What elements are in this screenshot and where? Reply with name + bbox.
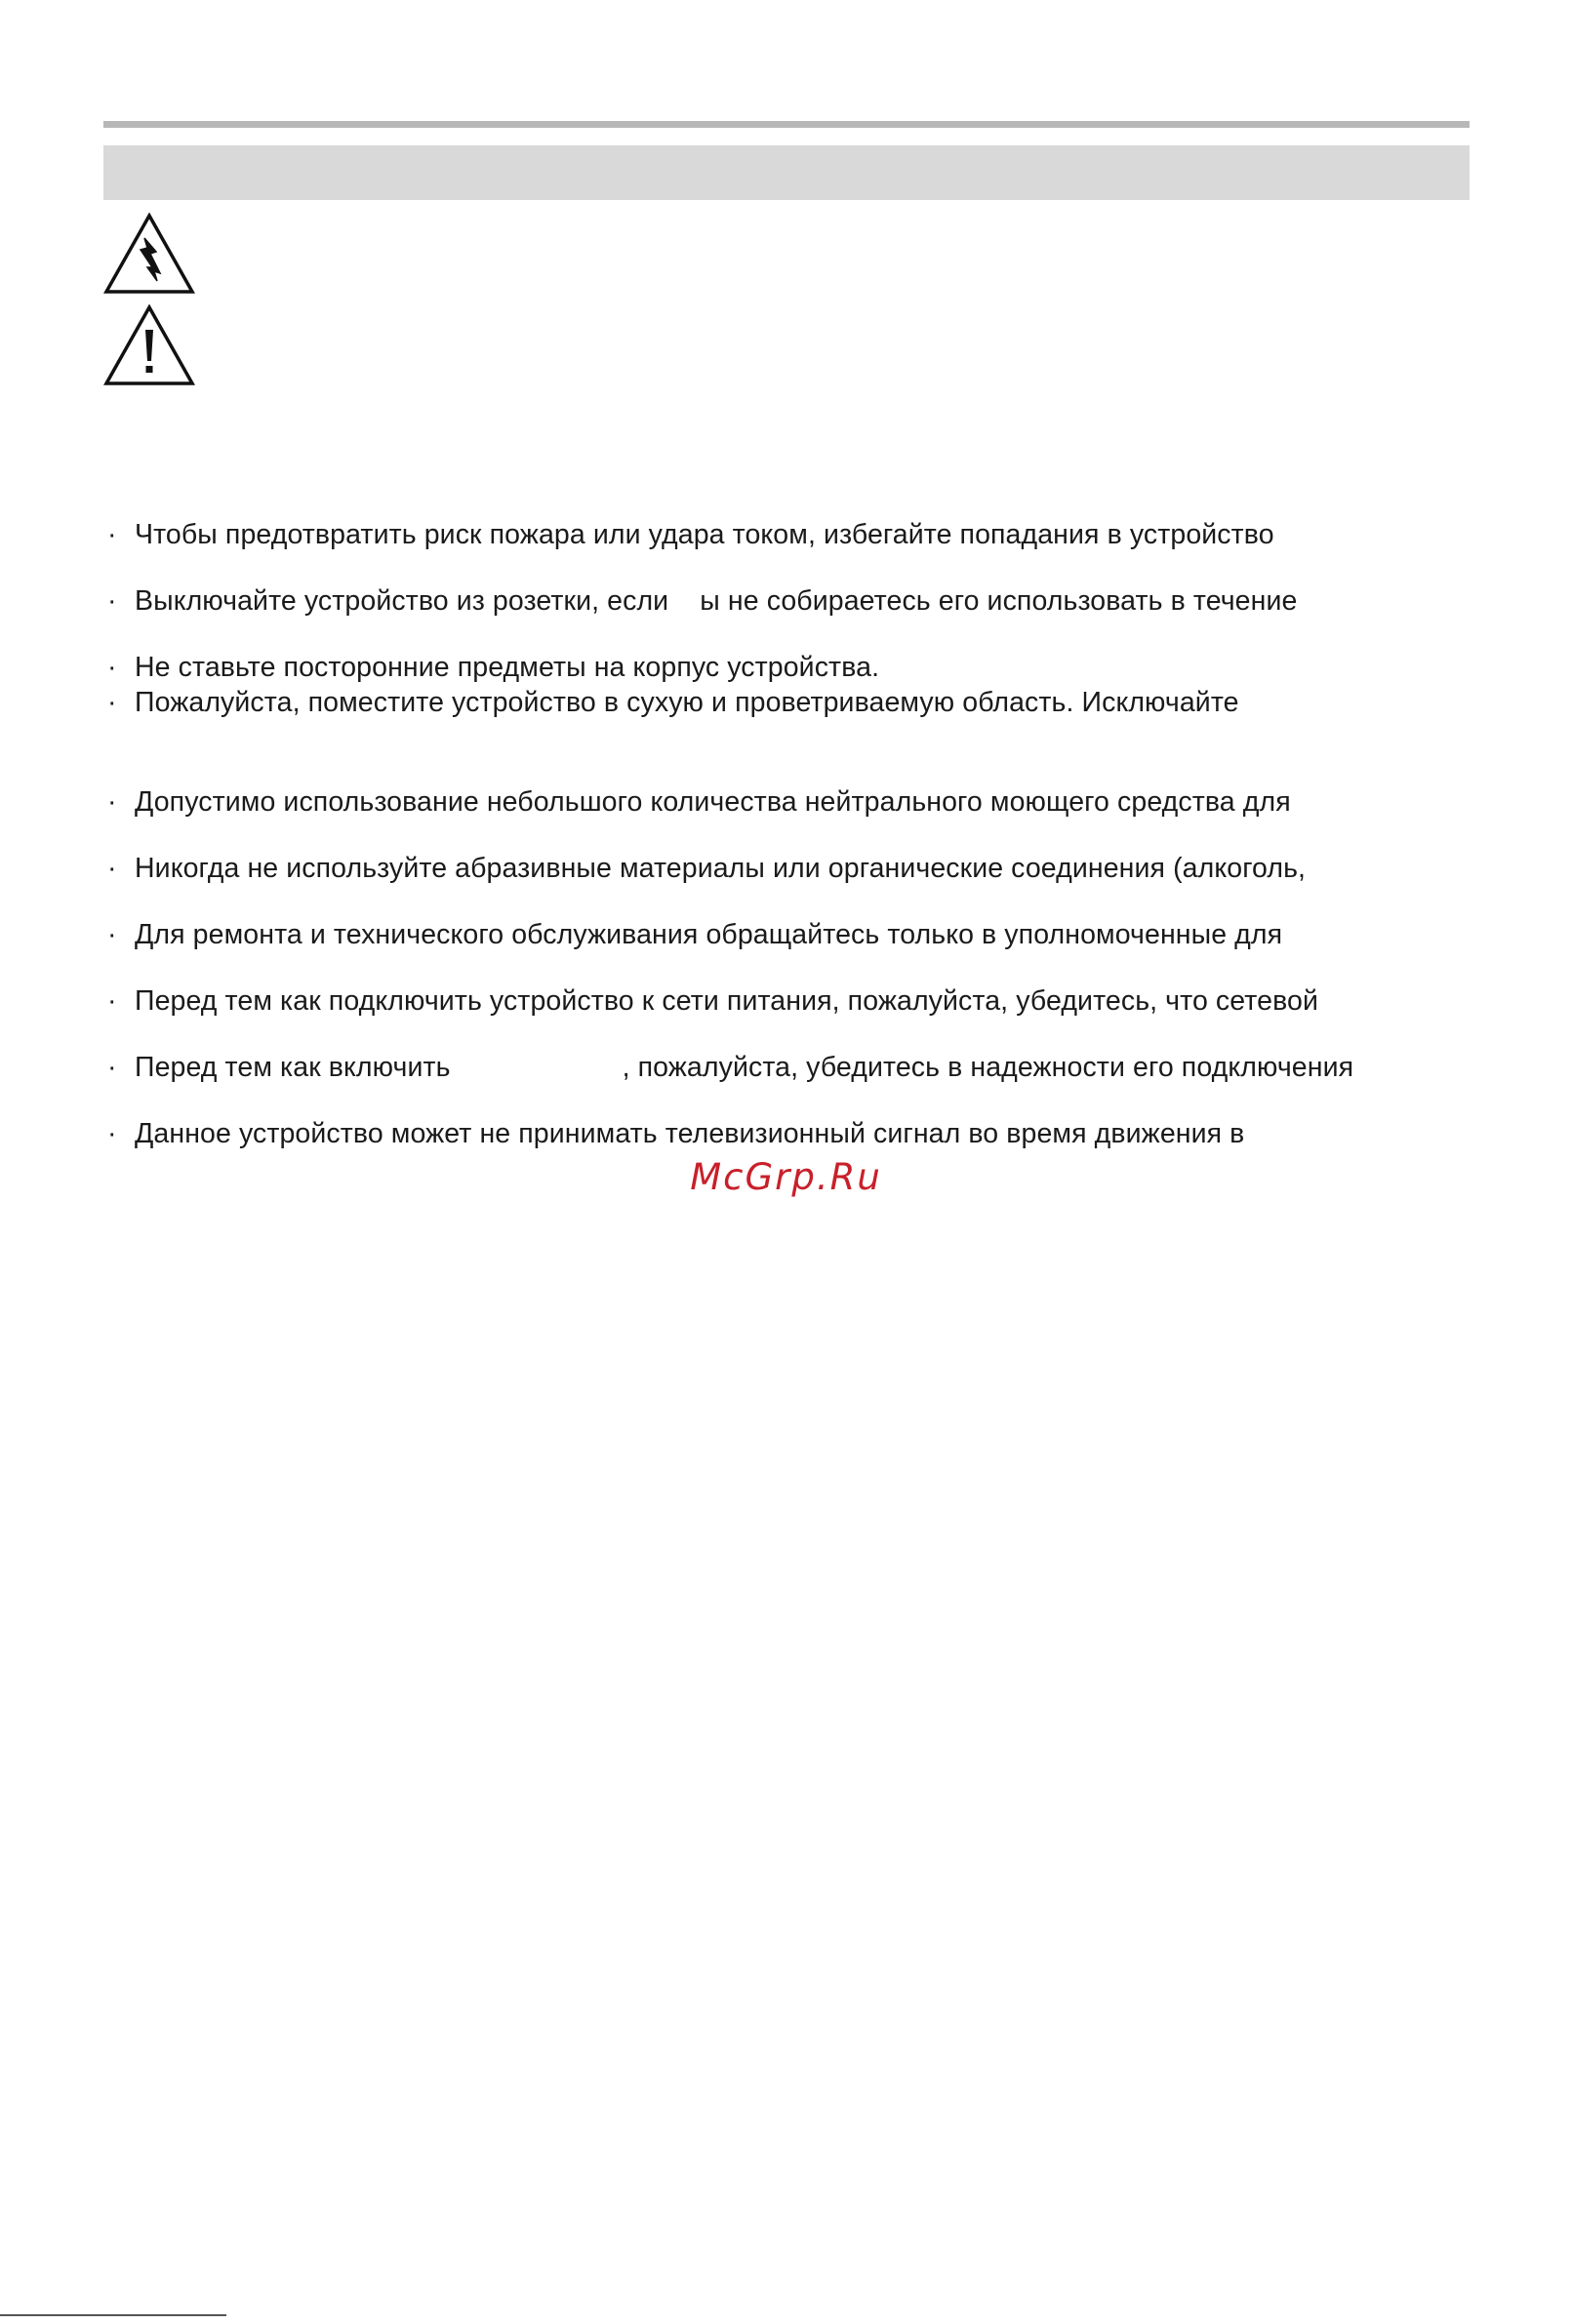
note-text: Чтобы предотвратить риск пожара или удара током, избегайте попадания в устройство bbox=[135, 519, 1274, 550]
bullet: · bbox=[107, 786, 117, 818]
note-text: Для ремонта и технического обслуживания обращайтесь только в уполномоченные для bbox=[135, 919, 1283, 950]
footer-rule bbox=[0, 2314, 226, 2316]
bullet: · bbox=[107, 652, 117, 683]
bullet: · bbox=[107, 585, 117, 617]
lightning-warning-icon bbox=[103, 213, 195, 295]
list-item bbox=[107, 983, 1318, 1019]
list-item bbox=[107, 650, 879, 685]
list-item bbox=[107, 517, 1274, 552]
note-text: Выключайте устройство из розетки, если bbox=[135, 585, 669, 617]
bullet: · bbox=[107, 519, 117, 550]
list-item bbox=[107, 1116, 1244, 1151]
top-rule bbox=[103, 121, 1470, 128]
watermark: McGrp.Ru bbox=[690, 1156, 882, 1198]
note-text-continued: , пожалуйста, убедитесь в надежности его подключения bbox=[622, 1052, 1354, 1083]
section-header-band bbox=[103, 145, 1470, 200]
note-text-continued: ы не собираетесь его использовать в течение bbox=[700, 585, 1298, 617]
note-text: Никогда не используйте абразивные материалы или органические соединения (алкоголь, bbox=[135, 853, 1307, 884]
bullet: · bbox=[107, 919, 117, 950]
bullet: · bbox=[107, 687, 117, 718]
list-item bbox=[107, 1050, 1353, 1085]
note-text: Пожалуйста, поместите устройство в сухую и проветриваемую область. Исключайте bbox=[135, 687, 1239, 718]
note-text: Не ставьте посторонние предметы на корпус устройства. bbox=[135, 652, 880, 683]
list-item bbox=[107, 685, 1239, 720]
list-item bbox=[107, 917, 1282, 952]
bullet: · bbox=[107, 985, 117, 1017]
note-text: Перед тем как подключить устройство к сети питания, пожалуйста, убедитесь, что сетевой bbox=[135, 985, 1318, 1017]
note-text: Перед тем как включить bbox=[135, 1052, 451, 1083]
note-text: Данное устройство может не принимать телевизионный сигнал во время движения в bbox=[135, 1118, 1245, 1149]
note-text: Допустимо использование небольшого количества нейтрального моющего средства для bbox=[135, 786, 1291, 818]
bullet: · bbox=[107, 1052, 117, 1083]
bullet: · bbox=[107, 853, 117, 884]
bullet: · bbox=[107, 1118, 117, 1149]
list-item bbox=[107, 851, 1306, 886]
list-item bbox=[107, 583, 1297, 619]
exclamation-warning-icon bbox=[103, 304, 195, 386]
list-item bbox=[107, 784, 1291, 820]
